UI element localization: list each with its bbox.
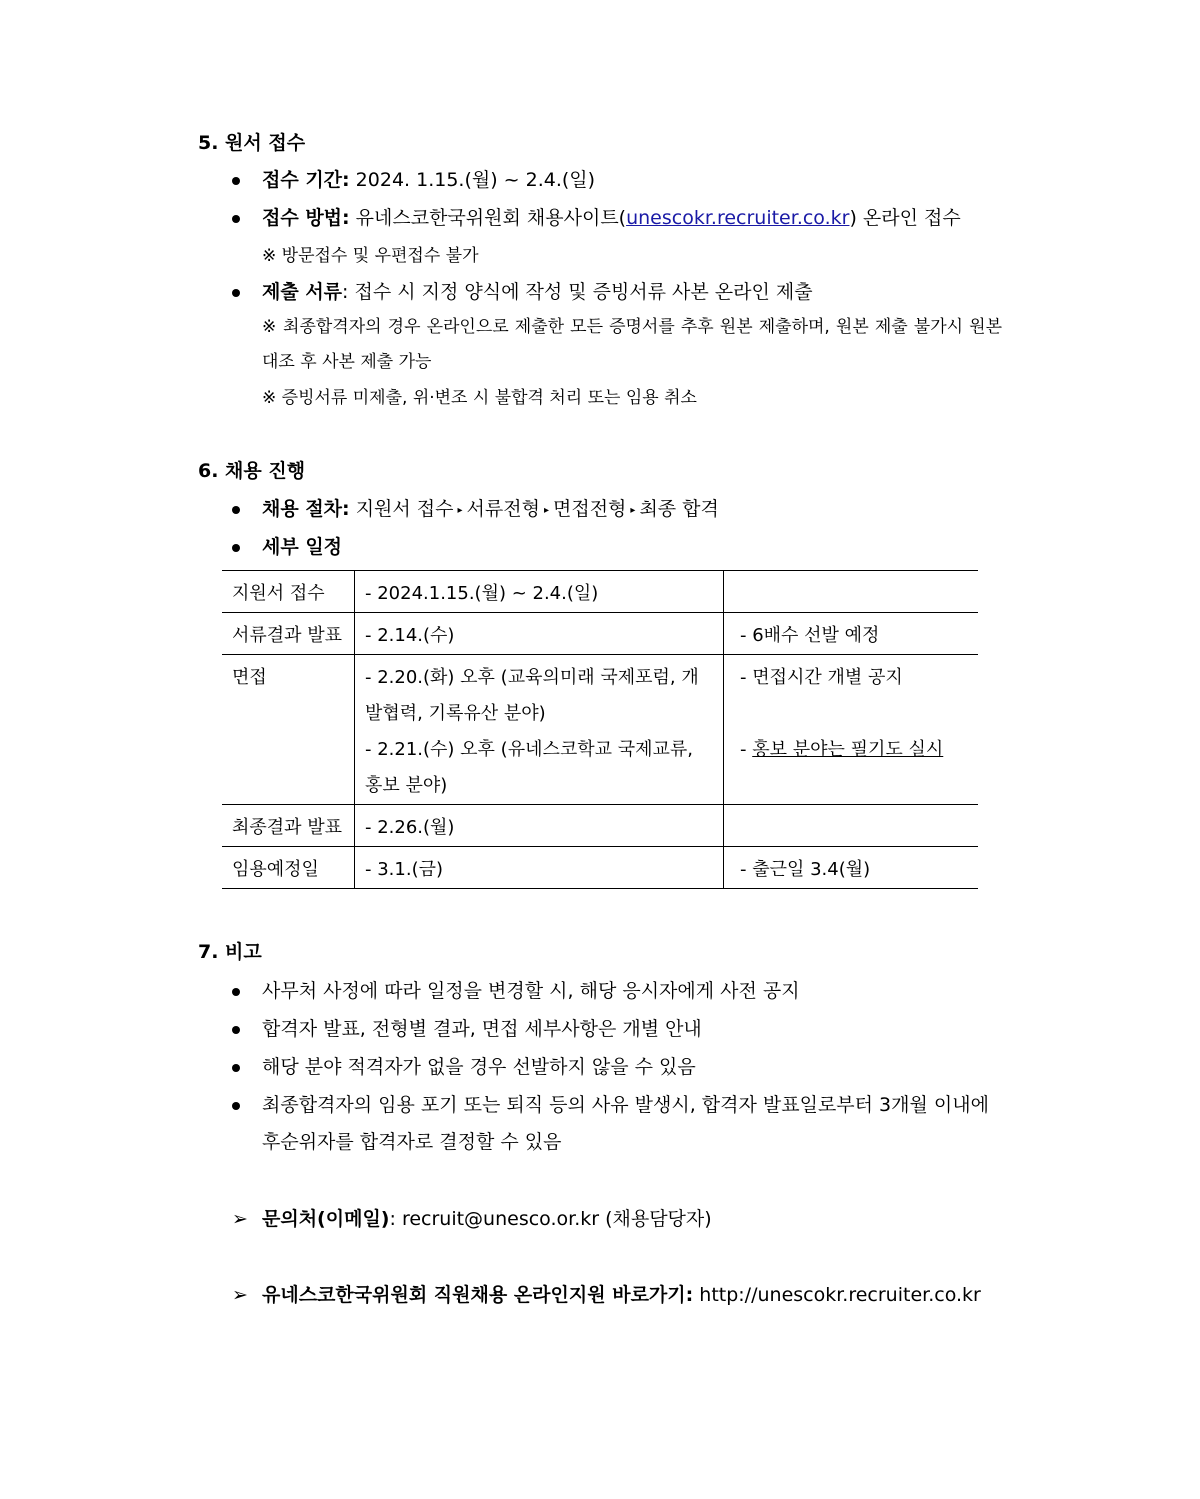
period-value: 2024. 1.15.(월) ~ 2.4.(일) <box>349 169 596 191</box>
docs-label: 제출 서류 <box>262 281 343 303</box>
table-row <box>222 613 978 655</box>
stage-cell: 지원서 접수 <box>222 571 355 613</box>
period-label: 접수 기간: <box>262 169 350 191</box>
bullet-dot-icon <box>232 1102 240 1110</box>
stage-cell: 임용예정일 <box>222 847 355 889</box>
bullet-dot-icon <box>232 289 240 297</box>
schedule-table <box>222 570 978 889</box>
triangle-right-icon: ▸ <box>543 505 549 516</box>
interview-note-2 <box>740 732 970 768</box>
note-cell: - 출근일 3.4(월) <box>724 847 979 889</box>
docs-note-1: ※ 최종합격자의 경우 온라인으로 제출한 모든 증명서를 추후 원본 제출하며, 원본 제출 불가시 원본 대조 후 사본 제출 가능 <box>262 317 1002 372</box>
process-step: 면접전형 <box>552 498 627 520</box>
contact-line <box>232 1207 712 1231</box>
section-5-title: 5. 원서 접수 <box>198 132 306 154</box>
date-cell: - 2024.1.15.(월) ~ 2.4.(일) <box>355 571 724 613</box>
table-row <box>222 847 978 889</box>
arrow-right-icon: ➢ <box>232 1284 248 1306</box>
process-step: 지원서 접수 <box>355 498 454 520</box>
note-prefix: - <box>740 739 753 760</box>
docs-value: : 접수 시 지정 양식에 작성 및 증빙서류 사본 온라인 제출 <box>342 281 813 303</box>
remark-text: 해당 분야 적격자가 없을 경우 선발하지 않을 수 있음 <box>262 1056 696 1078</box>
bullet-dot-icon <box>232 177 240 185</box>
section-6-title: 6. 채용 진행 <box>198 460 306 482</box>
remark-text: 최종합격자의 임용 포기 또는 퇴직 등의 사유 발생시, 합격자 발표일로부터 3개월 이내에 후순위자를 합격자로 결정할 수 있음 <box>262 1094 989 1153</box>
bullet-dot-icon <box>232 1064 240 1072</box>
bullet-dot-icon <box>232 1026 240 1034</box>
method-suffix: ) 온라인 접수 <box>849 207 961 229</box>
arrow-right-icon: ➢ <box>232 1208 248 1230</box>
date-cell: - 2.14.(수) <box>355 613 724 655</box>
note-cell <box>724 805 979 847</box>
written-test-note: 홍보 분야는 필기도 실시 <box>752 739 944 760</box>
table-row <box>222 655 978 805</box>
apply-url[interactable]: http://unescokr.recruiter.co.kr <box>693 1284 981 1306</box>
apply-line <box>232 1283 981 1307</box>
bullet-dot-icon <box>232 215 240 223</box>
contact-label: 문의처(이메일) <box>262 1208 390 1230</box>
table-row <box>222 805 978 847</box>
date-cell: - 2.26.(월) <box>355 805 724 847</box>
stage-cell: 서류결과 발표 <box>222 613 355 655</box>
method-label: 접수 방법: <box>262 207 350 229</box>
spacer <box>740 696 970 732</box>
interview-note-1: - 면접시간 개별 공지 <box>740 667 903 688</box>
remark-text: 사무처 사정에 따라 일정을 변경할 시, 해당 응시자에게 사전 공지 <box>262 980 800 1002</box>
date-cell: - 3.1.(금) <box>355 847 724 889</box>
triangle-right-icon: ▸ <box>457 505 463 516</box>
contact-email[interactable]: : recruit@unesco.or.kr (채용담당자) <box>389 1208 712 1230</box>
note-cell <box>724 655 979 805</box>
note-cell <box>724 571 979 613</box>
bullet-dot-icon <box>232 988 240 996</box>
remark-text: 합격자 발표, 전형별 결과, 면접 세부사항은 개별 안내 <box>262 1018 702 1040</box>
process-label: 채용 절차: <box>262 498 350 520</box>
method-note: ※ 방문접수 및 우편접수 불가 <box>262 246 479 266</box>
apply-label: 유네스코한국위원회 직원채용 온라인지원 바로가기: <box>262 1284 694 1306</box>
bullet-dot-icon <box>232 544 240 552</box>
stage-cell: 최종결과 발표 <box>222 805 355 847</box>
section-7-title: 7. 비고 <box>198 941 262 963</box>
table-row <box>222 571 978 613</box>
process-step: 서류전형 <box>466 498 540 520</box>
process-step: 최종 합격 <box>639 498 719 520</box>
stage-cell: 면접 <box>222 655 355 805</box>
date-cell <box>355 655 724 805</box>
bullet-dot-icon <box>232 506 240 514</box>
note-cell: - 6배수 선발 예정 <box>724 613 979 655</box>
recruit-site-link[interactable]: unescokr.recruiter.co.kr <box>626 207 850 229</box>
triangle-right-icon: ▸ <box>630 505 636 516</box>
interview-date-2: - 2.21.(수) 오후 (유네스코학교 국제교류, 홍보 분야) <box>365 739 694 796</box>
interview-date-1: - 2.20.(화) 오후 (교육의미래 국제포럼, 개발협력, 기록유산 분야) <box>365 667 699 724</box>
method-prefix: 유네스코한국위원회 채용사이트( <box>349 207 627 229</box>
schedule-label: 세부 일정 <box>262 536 343 558</box>
docs-note-2: ※ 증빙서류 미제출, 위·변조 시 불합격 처리 또는 임용 취소 <box>262 388 697 408</box>
